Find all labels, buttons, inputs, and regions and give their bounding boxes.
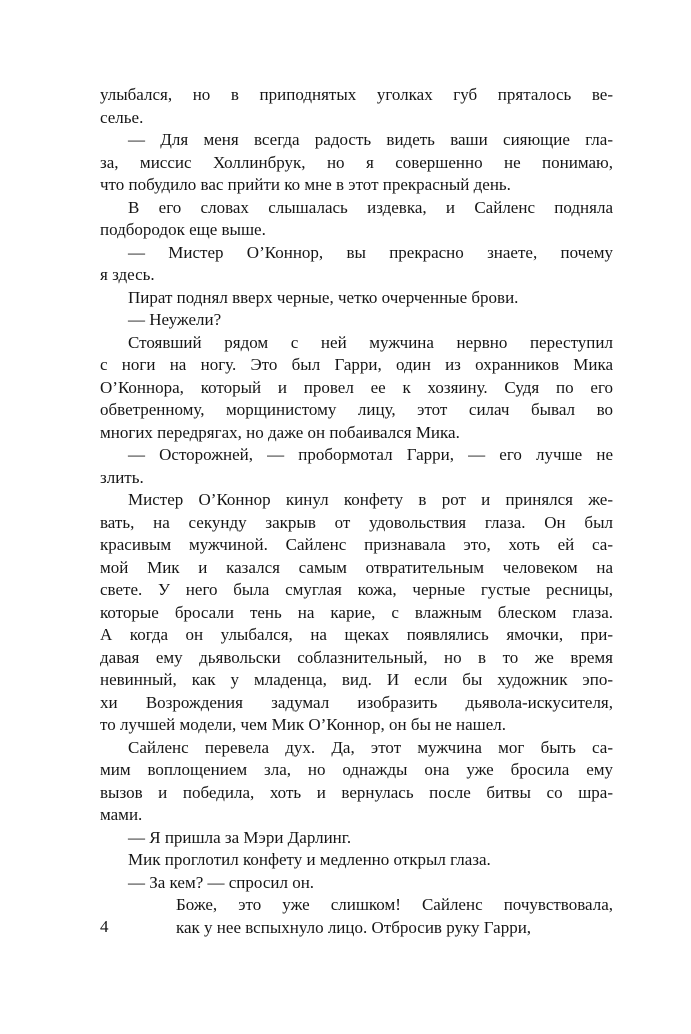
paragraph	[100, 849, 613, 872]
text-line: — За кем? — спросил он.	[128, 872, 315, 892]
page-text	[100, 84, 613, 939]
text-line: В его словах слышалась издевка, и Сайленс подняла	[128, 197, 613, 217]
paragraph	[100, 332, 613, 445]
paragraph	[100, 84, 613, 129]
text-line: мами.	[100, 805, 143, 824]
paragraph	[100, 489, 613, 737]
text-line: — Осторожней, — пробормотал Гарри, — его лучше не	[128, 445, 613, 464]
paragraph	[100, 737, 613, 827]
paragraph	[100, 309, 613, 332]
text-line: что побудило вас прийти ко мне в этот прекрасный день.	[100, 175, 511, 194]
text-line: Боже, это уже слишком! Сайленс почувствовала,	[176, 895, 613, 914]
text-line: я здесь.	[100, 265, 155, 284]
text-line: Мик проглотил конфету и медленно открыл глаза.	[128, 850, 491, 869]
text-line: давая ему дьявольски соблазнительный, но в то же время	[100, 647, 613, 667]
paragraph	[176, 894, 613, 939]
text-line: за, миссис Холлинбрук, но я совершенно не понимаю,	[100, 152, 613, 172]
text-line: — Для меня всегда радость видеть ваши сияющие гла-	[128, 130, 613, 149]
text-line: как у нее вспыхнуло лицо. Отбросив руку Гарри,	[176, 917, 532, 937]
text-line: — Мистер О’Коннор, вы прекрасно знаете, почему	[128, 242, 613, 262]
paragraph	[100, 287, 613, 310]
text-line: свете. У него была смуглая кожа, черные густые ресницы,	[100, 580, 613, 599]
text-line: красивым мужчиной. Сайленс признавала это, хоть ей са-	[100, 535, 613, 554]
text-line: Сайленс перевела дух. Да, этот мужчина мог быть са-	[128, 737, 613, 757]
text-line: Пират поднял вверх черные, четко очерченные брови.	[128, 287, 519, 307]
paragraph	[100, 197, 613, 242]
text-line: многих передрягах, но даже он побаивался Мика.	[100, 422, 460, 442]
text-line: — Неужели?	[128, 310, 222, 329]
paragraph	[100, 444, 613, 489]
text-line: мим воплощением зла, но однажды она уже бросила ему	[100, 760, 613, 779]
text-line: вызов и победила, хоть и вернулась после битвы со шра-	[100, 782, 613, 802]
text-line: — Я пришла за Мэри Дарлинг.	[128, 827, 352, 847]
text-line: которые бросали тень на карие, с влажным блеском глаза.	[100, 602, 613, 622]
text-line: то лучшей модели, чем Мик О’Коннор, он бы не нашел.	[100, 715, 507, 734]
text-line: подбородок еще выше.	[100, 220, 266, 239]
text-line: хи Возрождения задумал изобразить дьявола-искусителя,	[100, 692, 613, 712]
text-line: невинный, как у младенца, вид. И если бы художник эпо-	[100, 670, 613, 689]
text-line: улыбался, но в приподнятых уголках губ пряталось ве-	[100, 85, 613, 104]
text-line: вать, на секунду закрыв от удовольствия глаза. Он был	[100, 512, 613, 532]
page-number: 4	[100, 917, 109, 936]
text-line: с ноги на ногу. Это был Гарри, один из охранников Мика	[100, 355, 613, 374]
text-line: обветренному, морщинистому лицу, этот силач бывал во	[100, 400, 613, 419]
text-line: А когда он улыбался, на щеках появлялись ямочки, при-	[100, 625, 613, 644]
text-line: селье.	[100, 107, 144, 127]
paragraph	[100, 827, 613, 850]
text-line: злить.	[100, 467, 144, 487]
text-line: мой Мик и казался самым отвратительным человеком на	[100, 557, 613, 577]
paragraph	[100, 242, 613, 287]
text-line: О’Коннора, который и провел ее к хозяину. Судя по его	[100, 377, 613, 397]
text-line: Мистер О’Коннор кинул конфету в рот и принялся же-	[128, 490, 613, 509]
text-line: Стоявший рядом с ней мужчина нервно переступил	[128, 332, 613, 352]
paragraph	[100, 129, 613, 197]
paragraph	[100, 872, 613, 895]
